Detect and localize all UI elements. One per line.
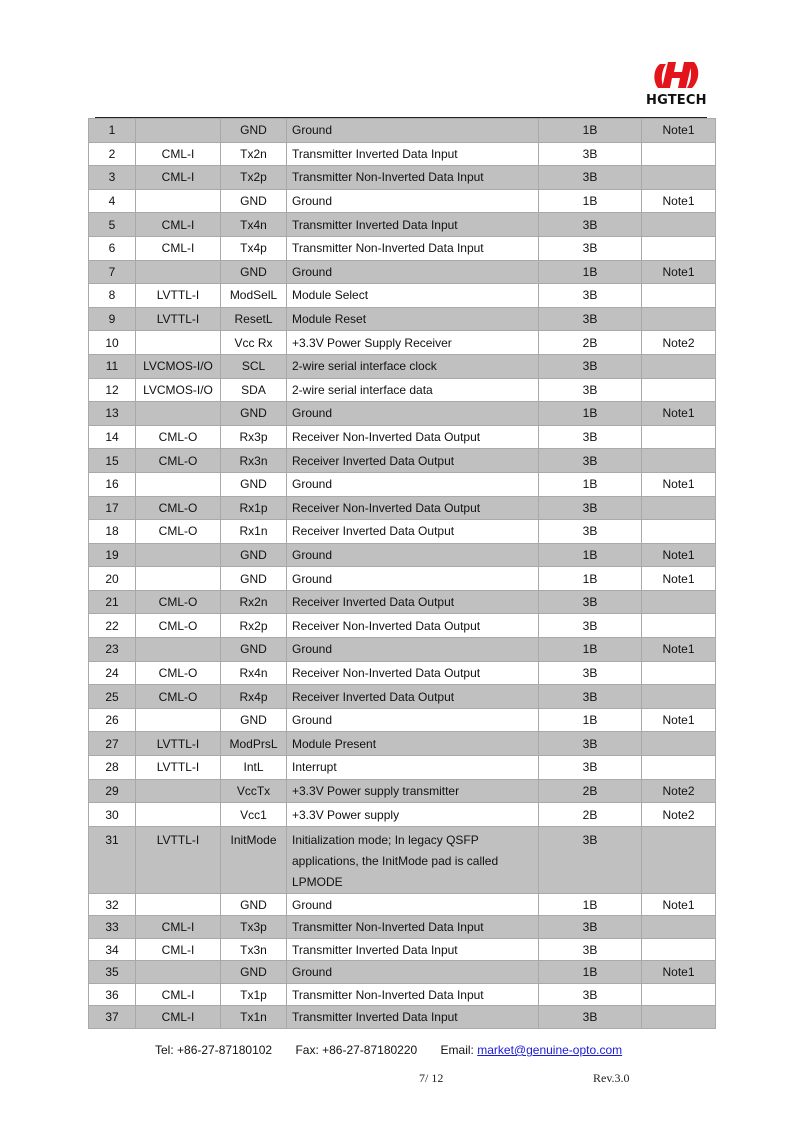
notes-cell [642, 496, 716, 520]
description-cell: Receiver Inverted Data Output [287, 520, 539, 544]
notes-cell [642, 354, 716, 378]
description-cell: Ground [287, 189, 539, 213]
table-row [89, 331, 716, 355]
power-sequence-cell: 1B [539, 119, 642, 143]
pin-number-cell: 5 [89, 213, 136, 237]
table-row [89, 590, 716, 614]
logic-cell: LVTTL-I [136, 284, 221, 308]
table-row [89, 638, 716, 662]
symbol-cell: Tx3n [221, 938, 287, 961]
symbol-cell: IntL [221, 756, 287, 780]
logic-cell: CML-O [136, 661, 221, 685]
description-cell: Module Present [287, 732, 539, 756]
notes-cell [642, 756, 716, 780]
description-cell: 2-wire serial interface data [287, 378, 539, 402]
table-row [89, 685, 716, 709]
description-cell: Ground [287, 472, 539, 496]
pin-number-cell: 24 [89, 661, 136, 685]
notes-cell: Note2 [642, 331, 716, 355]
table-row [89, 378, 716, 402]
symbol-cell: GND [221, 260, 287, 284]
power-sequence-cell: 3B [539, 284, 642, 308]
table-row [89, 496, 716, 520]
power-sequence-cell: 3B [539, 378, 642, 402]
notes-cell [642, 826, 716, 893]
power-sequence-cell: 1B [539, 567, 642, 591]
pin-number-cell: 17 [89, 496, 136, 520]
table-row [89, 142, 716, 166]
symbol-cell: GND [221, 708, 287, 732]
pin-number-cell: 19 [89, 543, 136, 567]
description-cell: Ground [287, 567, 539, 591]
logic-cell: LVTTL-I [136, 756, 221, 780]
table-row [89, 307, 716, 331]
pin-number-cell: 6 [89, 236, 136, 260]
power-sequence-cell: 2B [539, 779, 642, 803]
table-row [89, 119, 716, 143]
logic-cell: CML-O [136, 685, 221, 709]
power-sequence-cell: 3B [539, 614, 642, 638]
notes-cell [642, 425, 716, 449]
logic-cell [136, 638, 221, 662]
power-sequence-cell: 1B [539, 893, 642, 916]
page-number: 7/ 12 [419, 1071, 444, 1085]
table-row [89, 1006, 716, 1029]
notes-cell [642, 213, 716, 237]
logic-cell: LVTTL-I [136, 307, 221, 331]
symbol-cell: Tx3p [221, 916, 287, 939]
table-row [89, 472, 716, 496]
logic-cell [136, 472, 221, 496]
pin-number-cell: 3 [89, 166, 136, 190]
notes-cell [642, 284, 716, 308]
power-sequence-cell: 3B [539, 496, 642, 520]
table-row [89, 567, 716, 591]
notes-cell [642, 166, 716, 190]
pin-number-cell: 20 [89, 567, 136, 591]
logic-cell: CML-I [136, 166, 221, 190]
footer-email-link[interactable]: market@genuine-opto.com [477, 1043, 623, 1057]
description-cell: Ground [287, 402, 539, 426]
power-sequence-cell: 3B [539, 307, 642, 331]
table-row [89, 236, 716, 260]
description-cell: Receiver Non-Inverted Data Output [287, 614, 539, 638]
description-cell: Transmitter Inverted Data Input [287, 142, 539, 166]
power-sequence-cell: 3B [539, 938, 642, 961]
symbol-cell: Tx4p [221, 236, 287, 260]
logic-cell [136, 567, 221, 591]
symbol-cell: ModSelL [221, 284, 287, 308]
pin-number-cell: 28 [89, 756, 136, 780]
pin-number-cell: 32 [89, 893, 136, 916]
power-sequence-cell: 3B [539, 425, 642, 449]
power-sequence-cell: 1B [539, 708, 642, 732]
table-row [89, 916, 716, 939]
table-row [89, 449, 716, 473]
table-row [89, 166, 716, 190]
symbol-cell: Tx1p [221, 983, 287, 1006]
pin-number-cell: 35 [89, 961, 136, 984]
description-cell: +3.3V Power supply transmitter [287, 779, 539, 803]
pin-number-cell: 11 [89, 354, 136, 378]
logic-cell: LVTTL-I [136, 826, 221, 893]
symbol-cell: Rx2n [221, 590, 287, 614]
notes-cell [642, 983, 716, 1006]
logic-cell: CML-I [136, 213, 221, 237]
description-cell: Transmitter Inverted Data Input [287, 213, 539, 237]
table-row [89, 708, 716, 732]
notes-cell [642, 685, 716, 709]
power-sequence-cell: 3B [539, 590, 642, 614]
pin-number-cell: 12 [89, 378, 136, 402]
symbol-cell: SCL [221, 354, 287, 378]
symbol-cell: GND [221, 189, 287, 213]
description-cell: +3.3V Power Supply Receiver [287, 331, 539, 355]
table-row [89, 614, 716, 638]
symbol-cell: Tx4n [221, 213, 287, 237]
description-cell: 2-wire serial interface clock [287, 354, 539, 378]
logic-cell: CML-I [136, 916, 221, 939]
pin-number-cell: 25 [89, 685, 136, 709]
symbol-cell: SDA [221, 378, 287, 402]
power-sequence-cell: 2B [539, 331, 642, 355]
table-row [89, 938, 716, 961]
table-row [89, 402, 716, 426]
description-cell: Receiver Inverted Data Output [287, 685, 539, 709]
company-logo [646, 58, 706, 118]
symbol-cell: Rx4n [221, 661, 287, 685]
notes-cell [642, 614, 716, 638]
pin-number-cell: 37 [89, 1006, 136, 1029]
pin-number-cell: 18 [89, 520, 136, 544]
description-cell: Receiver Non-Inverted Data Output [287, 496, 539, 520]
table-row [89, 961, 716, 984]
notes-cell [642, 590, 716, 614]
pin-number-cell: 2 [89, 142, 136, 166]
notes-cell [642, 142, 716, 166]
pin-number-cell: 22 [89, 614, 136, 638]
footer-contact [155, 1043, 622, 1057]
logic-cell [136, 803, 221, 827]
symbol-cell: Rx2p [221, 614, 287, 638]
logic-cell [136, 189, 221, 213]
pin-number-cell: 33 [89, 916, 136, 939]
symbol-cell: GND [221, 638, 287, 662]
description-cell: Ground [287, 961, 539, 984]
power-sequence-cell: 1B [539, 472, 642, 496]
symbol-cell: GND [221, 567, 287, 591]
table-row [89, 779, 716, 803]
pin-number-cell: 15 [89, 449, 136, 473]
power-sequence-cell: 3B [539, 916, 642, 939]
symbol-cell: Rx4p [221, 685, 287, 709]
table-row [89, 284, 716, 308]
description-cell: Interrupt [287, 756, 539, 780]
table-row [89, 520, 716, 544]
footer-email-label: Email: [440, 1043, 474, 1057]
power-sequence-cell: 1B [539, 638, 642, 662]
pin-number-cell: 30 [89, 803, 136, 827]
notes-cell: Note1 [642, 638, 716, 662]
symbol-cell: Tx2p [221, 166, 287, 190]
logic-cell [136, 961, 221, 984]
table-row [89, 260, 716, 284]
logic-cell: CML-I [136, 983, 221, 1006]
description-cell: Module Select [287, 284, 539, 308]
description-cell: Module Reset [287, 307, 539, 331]
description-cell: Transmitter Inverted Data Input [287, 1006, 539, 1029]
notes-cell: Note1 [642, 567, 716, 591]
description-cell: Transmitter Non-Inverted Data Input [287, 983, 539, 1006]
table-row [89, 826, 716, 893]
symbol-cell: GND [221, 893, 287, 916]
description-cell: Receiver Non-Inverted Data Output [287, 425, 539, 449]
description-cell: Ground [287, 119, 539, 143]
symbol-cell: Rx1n [221, 520, 287, 544]
pin-number-cell: 13 [89, 402, 136, 426]
description-cell: Ground [287, 260, 539, 284]
description-cell: Ground [287, 543, 539, 567]
pin-number-cell: 26 [89, 708, 136, 732]
hgtech-logo-icon [650, 58, 702, 92]
symbol-cell: Tx1n [221, 1006, 287, 1029]
pin-number-cell: 8 [89, 284, 136, 308]
logic-cell [136, 260, 221, 284]
table-row [89, 425, 716, 449]
footer-fax: Fax: +86-27-87180220 [295, 1043, 418, 1057]
pin-number-cell: 10 [89, 331, 136, 355]
power-sequence-cell: 3B [539, 732, 642, 756]
logic-cell: CML-I [136, 142, 221, 166]
notes-cell: Note1 [642, 472, 716, 496]
pin-number-cell: 23 [89, 638, 136, 662]
power-sequence-cell: 3B [539, 354, 642, 378]
notes-cell: Note1 [642, 893, 716, 916]
symbol-cell: ResetL [221, 307, 287, 331]
description-cell: +3.3V Power supply [287, 803, 539, 827]
power-sequence-cell: 3B [539, 826, 642, 893]
symbol-cell: GND [221, 961, 287, 984]
symbol-cell: Rx1p [221, 496, 287, 520]
description-cell: Receiver Inverted Data Output [287, 590, 539, 614]
description-cell: Transmitter Non-Inverted Data Input [287, 916, 539, 939]
symbol-cell: Vcc1 [221, 803, 287, 827]
table-row [89, 732, 716, 756]
symbol-cell: Rx3n [221, 449, 287, 473]
notes-cell [642, 661, 716, 685]
power-sequence-cell: 1B [539, 189, 642, 213]
logic-cell: CML-I [136, 1006, 221, 1029]
notes-cell [642, 449, 716, 473]
symbol-cell: Tx2n [221, 142, 287, 166]
symbol-cell: GND [221, 402, 287, 426]
pin-number-cell: 9 [89, 307, 136, 331]
description-cell: Receiver Inverted Data Output [287, 449, 539, 473]
description-cell: Ground [287, 893, 539, 916]
pin-number-cell: 29 [89, 779, 136, 803]
table-row [89, 213, 716, 237]
description-cell: Ground [287, 638, 539, 662]
notes-cell: Note1 [642, 189, 716, 213]
symbol-cell: InitMode [221, 826, 287, 893]
power-sequence-cell: 3B [539, 661, 642, 685]
brand-name: HGTECH [646, 93, 707, 108]
pin-definition-table [88, 118, 716, 1029]
power-sequence-cell: 3B [539, 685, 642, 709]
power-sequence-cell: 1B [539, 260, 642, 284]
notes-cell [642, 732, 716, 756]
pin-number-cell: 7 [89, 260, 136, 284]
logic-cell [136, 893, 221, 916]
logic-cell: CML-I [136, 236, 221, 260]
description-cell: Receiver Non-Inverted Data Output [287, 661, 539, 685]
logic-cell: LVCMOS-I/O [136, 354, 221, 378]
table-row [89, 661, 716, 685]
pin-number-cell: 14 [89, 425, 136, 449]
symbol-cell: GND [221, 543, 287, 567]
notes-cell [642, 307, 716, 331]
pin-number-cell: 36 [89, 983, 136, 1006]
logic-cell [136, 543, 221, 567]
symbol-cell: GND [221, 119, 287, 143]
power-sequence-cell: 1B [539, 402, 642, 426]
power-sequence-cell: 3B [539, 520, 642, 544]
description-cell: Transmitter Inverted Data Input [287, 938, 539, 961]
description-cell: Transmitter Non-Inverted Data Input [287, 236, 539, 260]
table-row [89, 354, 716, 378]
logic-cell [136, 119, 221, 143]
notes-cell [642, 520, 716, 544]
notes-cell: Note2 [642, 779, 716, 803]
logic-cell: LVCMOS-I/O [136, 378, 221, 402]
pin-number-cell: 4 [89, 189, 136, 213]
symbol-cell: Rx3p [221, 425, 287, 449]
description-cell: Initialization mode; In legacy QSFP applications, the InitMode pad is called LPMODE [287, 826, 539, 893]
pin-number-cell: 21 [89, 590, 136, 614]
power-sequence-cell: 1B [539, 961, 642, 984]
symbol-cell: VccTx [221, 779, 287, 803]
logic-cell: CML-O [136, 425, 221, 449]
logic-cell: CML-O [136, 614, 221, 638]
power-sequence-cell: 3B [539, 756, 642, 780]
power-sequence-cell: 3B [539, 236, 642, 260]
power-sequence-cell: 3B [539, 983, 642, 1006]
logic-cell [136, 402, 221, 426]
notes-cell: Note1 [642, 708, 716, 732]
pin-number-cell: 27 [89, 732, 136, 756]
logic-cell: CML-I [136, 938, 221, 961]
table-row [89, 803, 716, 827]
power-sequence-cell: 3B [539, 1006, 642, 1029]
notes-cell: Note1 [642, 119, 716, 143]
symbol-cell: ModPrsL [221, 732, 287, 756]
notes-cell [642, 1006, 716, 1029]
notes-cell: Note2 [642, 803, 716, 827]
power-sequence-cell: 2B [539, 803, 642, 827]
pin-number-cell: 1 [89, 119, 136, 143]
pin-number-cell: 34 [89, 938, 136, 961]
revision: Rev.3.0 [593, 1071, 630, 1085]
notes-cell [642, 236, 716, 260]
notes-cell: Note1 [642, 543, 716, 567]
notes-cell [642, 378, 716, 402]
logic-cell [136, 708, 221, 732]
logic-cell [136, 779, 221, 803]
logic-cell: CML-O [136, 590, 221, 614]
table-row [89, 189, 716, 213]
power-sequence-cell: 3B [539, 142, 642, 166]
description-cell: Transmitter Non-Inverted Data Input [287, 166, 539, 190]
power-sequence-cell: 3B [539, 213, 642, 237]
pin-number-cell: 16 [89, 472, 136, 496]
logic-cell: CML-O [136, 449, 221, 473]
description-cell: Ground [287, 708, 539, 732]
logic-cell [136, 331, 221, 355]
footer-tel: Tel: +86-27-87180102 [155, 1043, 273, 1057]
table-row [89, 543, 716, 567]
power-sequence-cell: 1B [539, 543, 642, 567]
power-sequence-cell: 3B [539, 166, 642, 190]
pin-number-cell: 31 [89, 826, 136, 893]
power-sequence-cell: 3B [539, 449, 642, 473]
notes-cell [642, 916, 716, 939]
logic-cell: LVTTL-I [136, 732, 221, 756]
table-row [89, 983, 716, 1006]
notes-cell: Note1 [642, 961, 716, 984]
notes-cell [642, 938, 716, 961]
symbol-cell: Vcc Rx [221, 331, 287, 355]
notes-cell: Note1 [642, 260, 716, 284]
logic-cell: CML-O [136, 520, 221, 544]
logic-cell: CML-O [136, 496, 221, 520]
table-row [89, 893, 716, 916]
table-row [89, 756, 716, 780]
notes-cell: Note1 [642, 402, 716, 426]
symbol-cell: GND [221, 472, 287, 496]
